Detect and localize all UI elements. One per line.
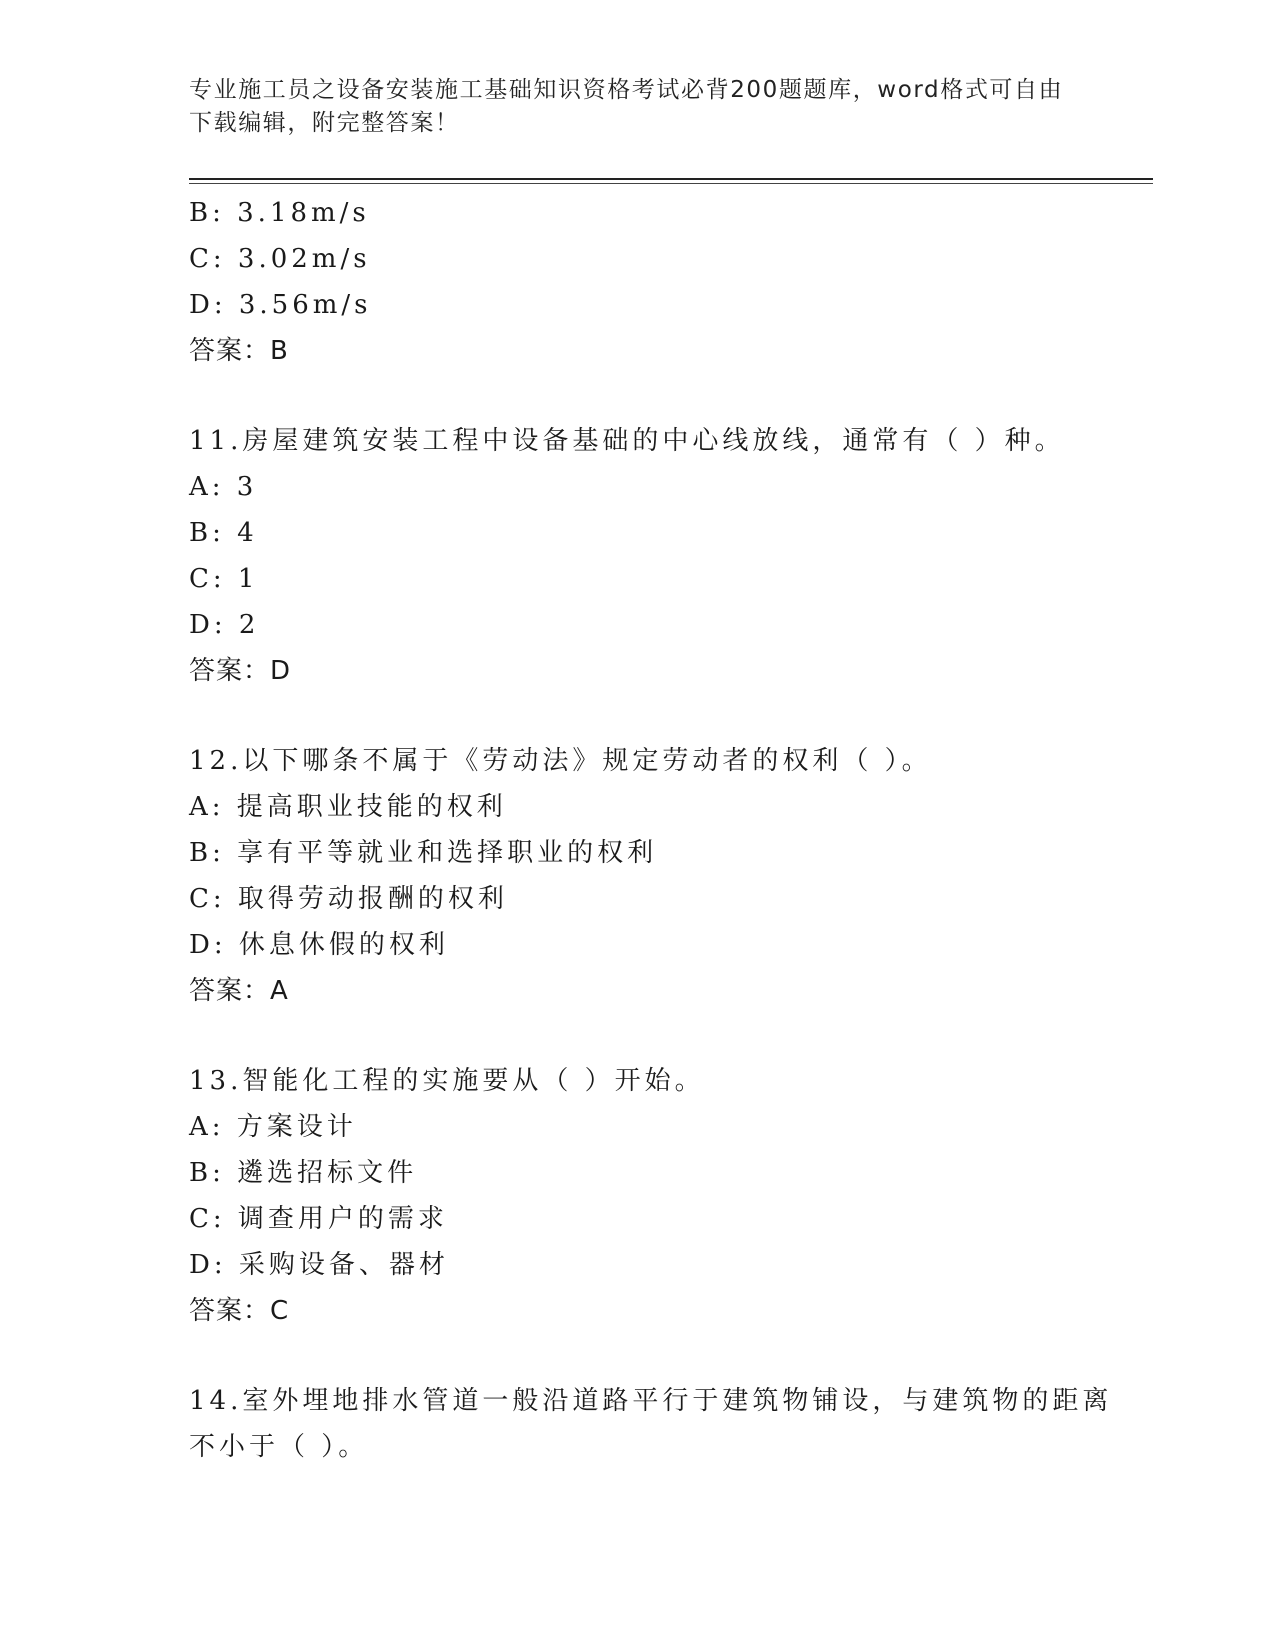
header-divider-thick [189,178,1153,180]
option-d: D: 采购设备、器材 [189,1250,449,1280]
header-title-line-2: 下载编辑，附完整答案！ [189,110,460,136]
option-b: B: 遴选招标文件 [189,1158,418,1188]
question-text: 11.房屋建筑安装工程中设备基础的中心线放线，通常有（ ）种。 [189,426,1065,456]
answer: 答案：A [189,976,289,1006]
option-b: B: 3.18m/s [189,198,370,228]
spacer [189,374,1089,418]
option-b: B: 享有平等就业和选择职业的权利 [189,838,658,868]
question-13 [189,1058,1089,1334]
answer: 答案：B [189,336,289,366]
option-b: B: 4 [189,518,258,548]
question-text: 13.智能化工程的实施要从（ ）开始。 [189,1066,705,1096]
option-c: C: 调查用户的需求 [189,1204,448,1234]
header-title-line-1: 专业施工员之设备安装施工基础知识资格考试必背200题题库，word格式可自由 [189,77,1064,103]
answer: 答案：D [189,656,292,686]
spacer [189,694,1089,738]
option-c: C: 取得劳动报酬的权利 [189,884,508,914]
option-c: C: 3.02m/s [189,244,371,274]
question-text-line-2: 不小于（ ）。 [189,1432,369,1462]
option-d: D: 2 [189,610,260,640]
spacer [189,1334,1089,1378]
question-text: 12.以下哪条不属于《劳动法》规定劳动者的权利（ ）。 [189,746,932,776]
option-d: D: 3.56m/s [189,290,372,320]
option-a: A: 3 [189,472,258,502]
document-header [189,74,1069,140]
header-divider-thin [189,183,1153,184]
question-10 [189,190,1089,374]
spacer [189,1014,1089,1058]
question-12 [189,738,1089,1014]
answer: 答案：C [189,1296,290,1326]
option-c: C: 1 [189,564,259,594]
questions-content [189,190,1113,1470]
option-a: A: 提高职业技能的权利 [189,792,507,822]
question-text-line-1: 14.室外埋地排水管道一般沿道路平行于建筑物铺设，与建筑物的距离 [189,1386,1113,1416]
option-d: D: 休息休假的权利 [189,930,449,960]
question-14 [189,1378,1113,1470]
question-11 [189,418,1089,694]
option-a: A: 方案设计 [189,1112,357,1142]
